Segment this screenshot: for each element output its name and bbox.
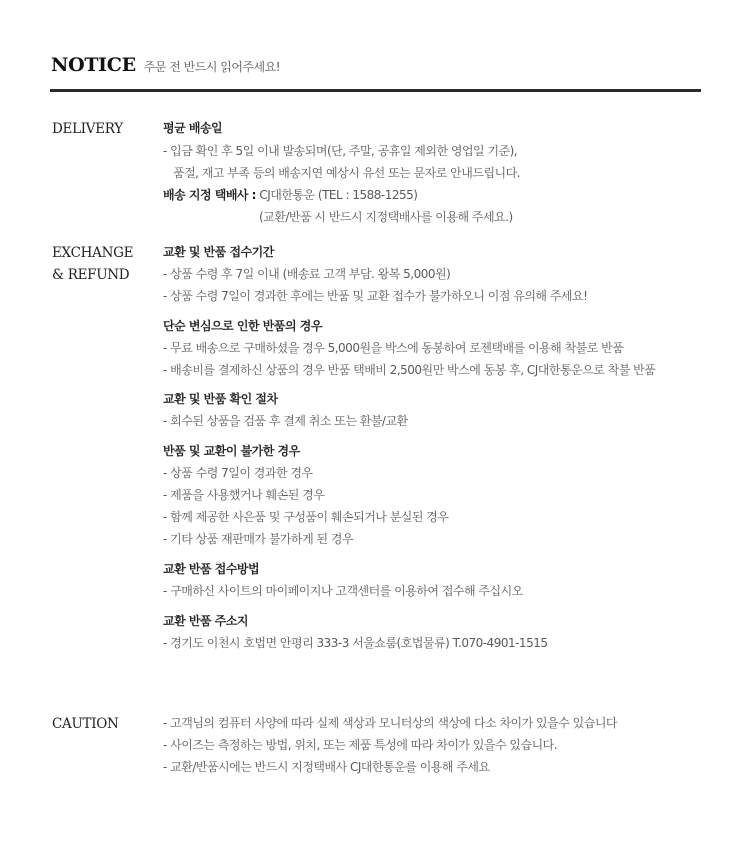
- exchange-label: [52, 242, 133, 286]
- exchange-block-heading: 단순 변심으로 인한 반품의 경우: [163, 319, 322, 333]
- exchange-block-line: - 상품 수령 후 7일 이내 (배송료 고객 부담. 왕복 5,000원): [163, 267, 451, 281]
- exchange-block-line: - 기타 상품 재판매가 불가하게 된 경우: [163, 532, 354, 546]
- caution-label: CAUTION: [52, 716, 119, 732]
- exchange-block-line: - 회수된 상품을 검품 후 결제 취소 또는 환불/교환: [163, 414, 408, 428]
- courier-note: (교환/반품 시 반드시 지정택배사를 이용해 주세요.): [259, 210, 513, 224]
- courier-label: 배송 지정 택배사 :: [163, 188, 256, 202]
- header-divider: [50, 89, 701, 92]
- exchange-block-line: - 상품 수령 7일이 경과한 후에는 반품 및 교환 접수가 불가하오니 이점 유의해 주세요!: [163, 289, 588, 303]
- caution-line: - 사이즈는 측정하는 방법, 위치, 또는 제품 특성에 따라 차이가 있을수 있습니다.: [163, 738, 558, 752]
- delivery-heading: 평균 배송일: [163, 121, 223, 135]
- notice-header: [51, 54, 280, 76]
- exchange-label-line2: & REFUND: [52, 267, 130, 283]
- exchange-block-heading: 교환 반품 접수방법: [163, 562, 260, 576]
- caution-line: - 고객님의 컴퓨터 사양에 따라 실제 색상과 모니터상의 색상에 다소 차이가 있을수 있습니다: [163, 716, 618, 730]
- exchange-block-line: - 경기도 이천시 호법면 안평리 333-3 서울쇼룸(호법물류) T.070-4901-1515: [163, 636, 548, 650]
- exchange-block-line: - 상품 수령 7일이 경과한 경우: [163, 466, 313, 480]
- exchange-block-heading: 교환 및 반품 확인 절차: [163, 392, 278, 406]
- exchange-block-line: - 제품을 사용했거나 훼손된 경우: [163, 488, 325, 502]
- exchange-block-line: - 구매하신 사이트의 마이페이지나 고객센터를 이용하여 접수해 주십시오: [163, 584, 523, 598]
- notice-subtitle: 주문 전 반드시 읽어주세요!: [143, 60, 281, 74]
- exchange-block-heading: 교환 반품 주소지: [163, 614, 249, 628]
- courier-value: CJ대한통운 (TEL : 1588-1255): [259, 188, 418, 202]
- exchange-block-line: - 함께 제공한 사은품 및 구성품이 훼손되거나 분실된 경우: [163, 510, 449, 524]
- exchange-block-line: - 배송비를 결제하신 상품의 경우 반품 택배비 2,500원만 박스에 동봉 후, CJ대한통운으로 착불 반품: [163, 363, 656, 377]
- exchange-block-heading: 교환 및 반품 접수기간: [163, 245, 274, 259]
- exchange-block-line: - 무료 배송으로 구매하셨을 경우 5,000원을 박스에 동봉하여 로젠택배를 이용해 착불로 반품: [163, 341, 624, 355]
- notice-title: NOTICE: [51, 54, 136, 76]
- exchange-label-line1: EXCHANGE: [52, 245, 134, 261]
- courier-row: [163, 187, 417, 203]
- delivery-label: DELIVERY: [52, 121, 123, 137]
- exchange-block-heading: 반품 및 교환이 불가한 경우: [163, 444, 300, 458]
- delivery-line: 품절, 재고 부족 등의 배송지연 예상시 유선 또는 문자로 안내드립니다.: [173, 166, 521, 180]
- caution-line: - 교환/반품시에는 반드시 지정택배사 CJ대한통운를 이용해 주세요: [163, 760, 490, 774]
- delivery-line: - 입금 확인 후 5일 이내 발송되며(단, 주말, 공휴일 제외한 영업일 기준),: [163, 144, 518, 158]
